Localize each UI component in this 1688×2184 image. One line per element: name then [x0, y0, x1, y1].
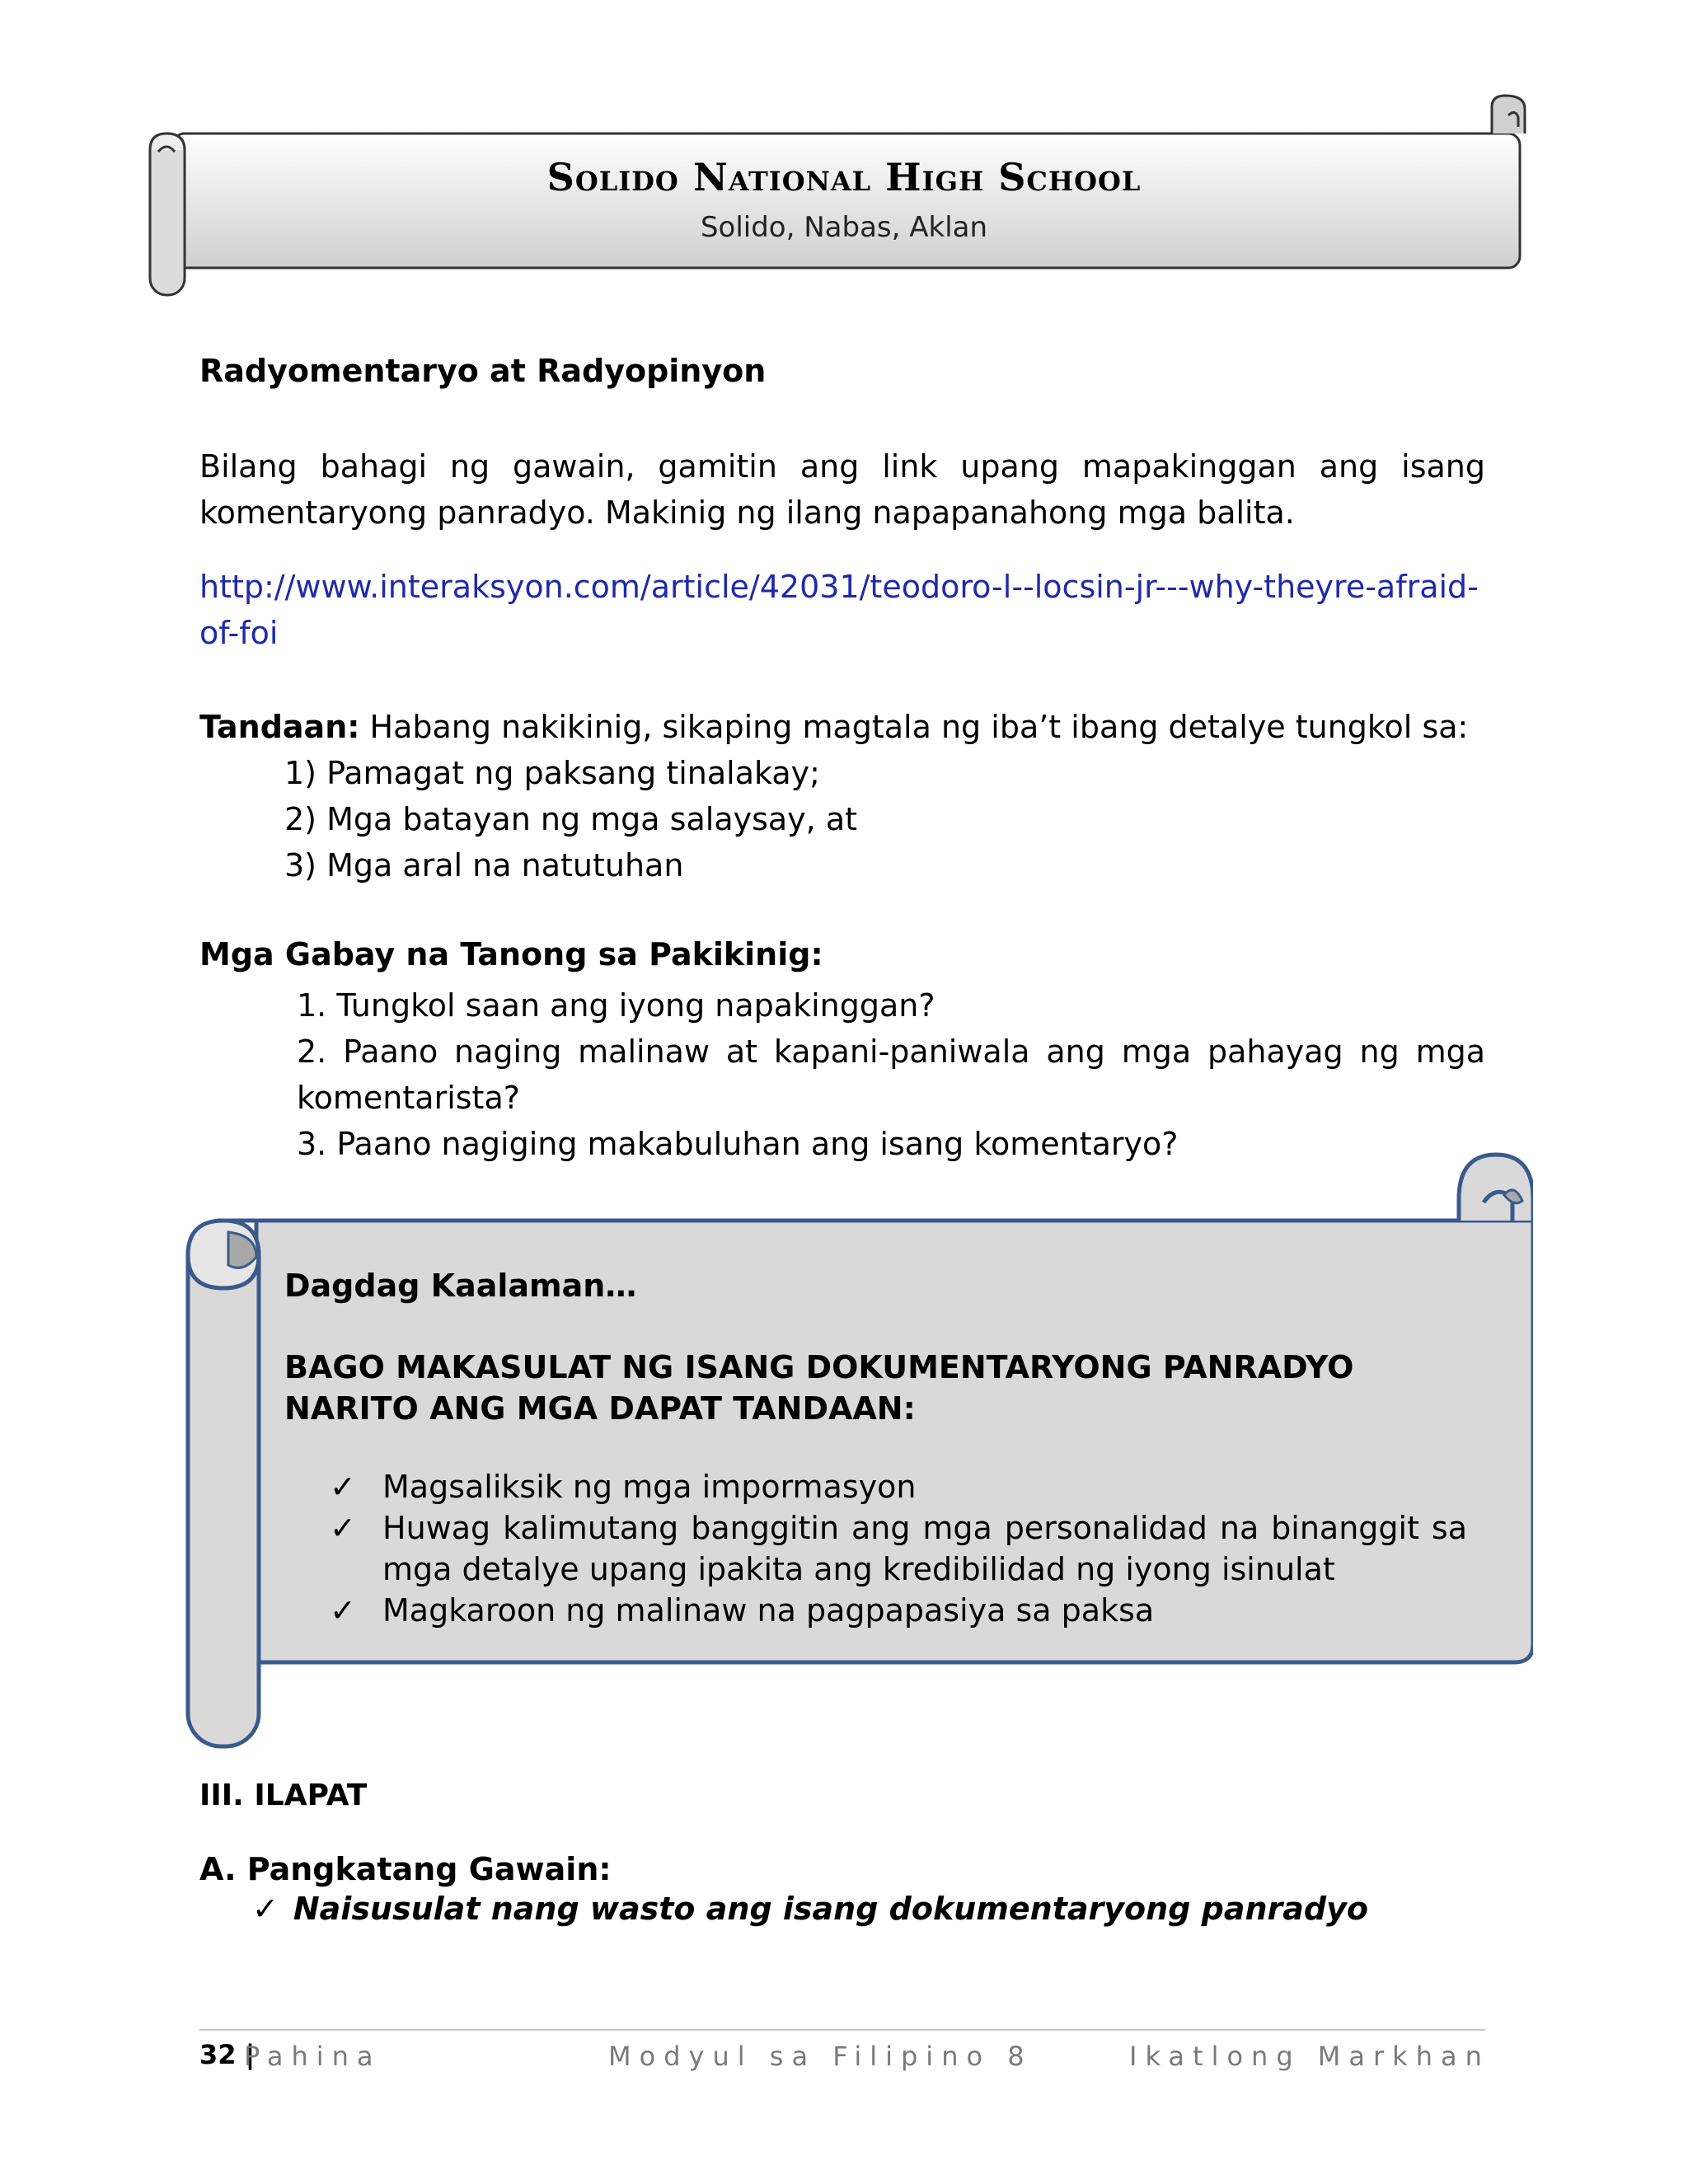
guide-questions-list [297, 982, 1485, 1167]
list-item: 1. Tungkol saan ang iyong napakinggan? [297, 987, 935, 1024]
checkmark-icon: ✓ [330, 1469, 356, 1505]
list-item: 2. Paano naging malinaw at kapani-paniwala ang mga pahayag ng mga komentarista? [297, 1033, 1485, 1116]
checkmark-icon: ✓ [330, 1510, 356, 1546]
info-box-subheading: BAGO MAKASULAT NG ISANG DOKUMENTARYONG PANRADYO NARITO ANG MGA DAPAT TANDAAN: [284, 1349, 1354, 1427]
tandaan-list [284, 750, 857, 888]
checklist-text: Huwag kalimutang banggitin ang mga personalidad na binanggit sa mga detalye upang ipakita ang kredibilidad ng iyong isinulat [382, 1510, 1467, 1587]
info-scroll-box [185, 1150, 1533, 1751]
guide-heading: Mga Gabay na Tanong sa Pakikinig: [199, 936, 823, 972]
checkmark-icon: ✓ [330, 1592, 356, 1629]
intro-paragraph: Bilang bahagi ng gawain, gamitin ang link upang mapakinggan ang isang komentaryong panradyo. Makinig ng ilang napapanahong mga balita. [199, 448, 1485, 531]
school-location: Solido, Nabas, Aklan [700, 211, 988, 244]
list-item [330, 1590, 1467, 1631]
list-item: 3. Paano nagiging makabuluhan ang isang komentaryo? [297, 1126, 1179, 1162]
objective-item [252, 1891, 1368, 1927]
list-item [330, 1507, 1467, 1590]
checklist-text: Magsaliksik ng mga impormasyon [382, 1469, 917, 1505]
info-box-heading: Dagdag Kaalaman… [284, 1268, 637, 1304]
checkmark-icon: ✓ [252, 1891, 279, 1927]
objective-text: Naisusulat nang wasto ang isang dokumentaryong panradyo [293, 1891, 1368, 1927]
part-heading: III. ILAPAT [199, 1779, 368, 1812]
quarter-label: Ikatlong Markhan [1129, 2041, 1490, 2072]
list-item: 1) Pamagat ng paksang tinalakay; [284, 755, 820, 791]
info-checklist [330, 1466, 1467, 1631]
footer-divider [199, 2029, 1485, 2031]
list-item [330, 1466, 1467, 1507]
tandaan-text: Habang nakikinig, sikaping magtala ng iba’t ibang detalye tungkol sa: [359, 709, 1469, 745]
source-link[interactable]: http://www.interaksyon.com/article/42031/teodoro-l--locsin-jr---why-theyre-afraid-of-foi [199, 569, 1479, 651]
list-item: 3) Mga aral na natutuhan [284, 847, 684, 883]
activity-heading: A. Pangkatang Gawain: [199, 1851, 612, 1887]
tandaan-paragraph [199, 704, 1518, 750]
lesson-title: Radyomentaryo at Radyopinyon [199, 353, 767, 389]
list-item: 2) Mga batayan ng mga salaysay, at [284, 801, 858, 837]
checklist-text: Magkaroon ng malinaw na pagpapasiya sa paksa [382, 1592, 1155, 1629]
page-number: 32 | [199, 2039, 256, 2070]
header-scroll-banner [140, 91, 1541, 313]
school-name: Solido National High School [546, 155, 1142, 199]
tandaan-label: Tandaan: [199, 709, 360, 745]
module-title: Modyul sa Filipino 8 [608, 2041, 1033, 2072]
page-label: Pahina [244, 2041, 382, 2072]
